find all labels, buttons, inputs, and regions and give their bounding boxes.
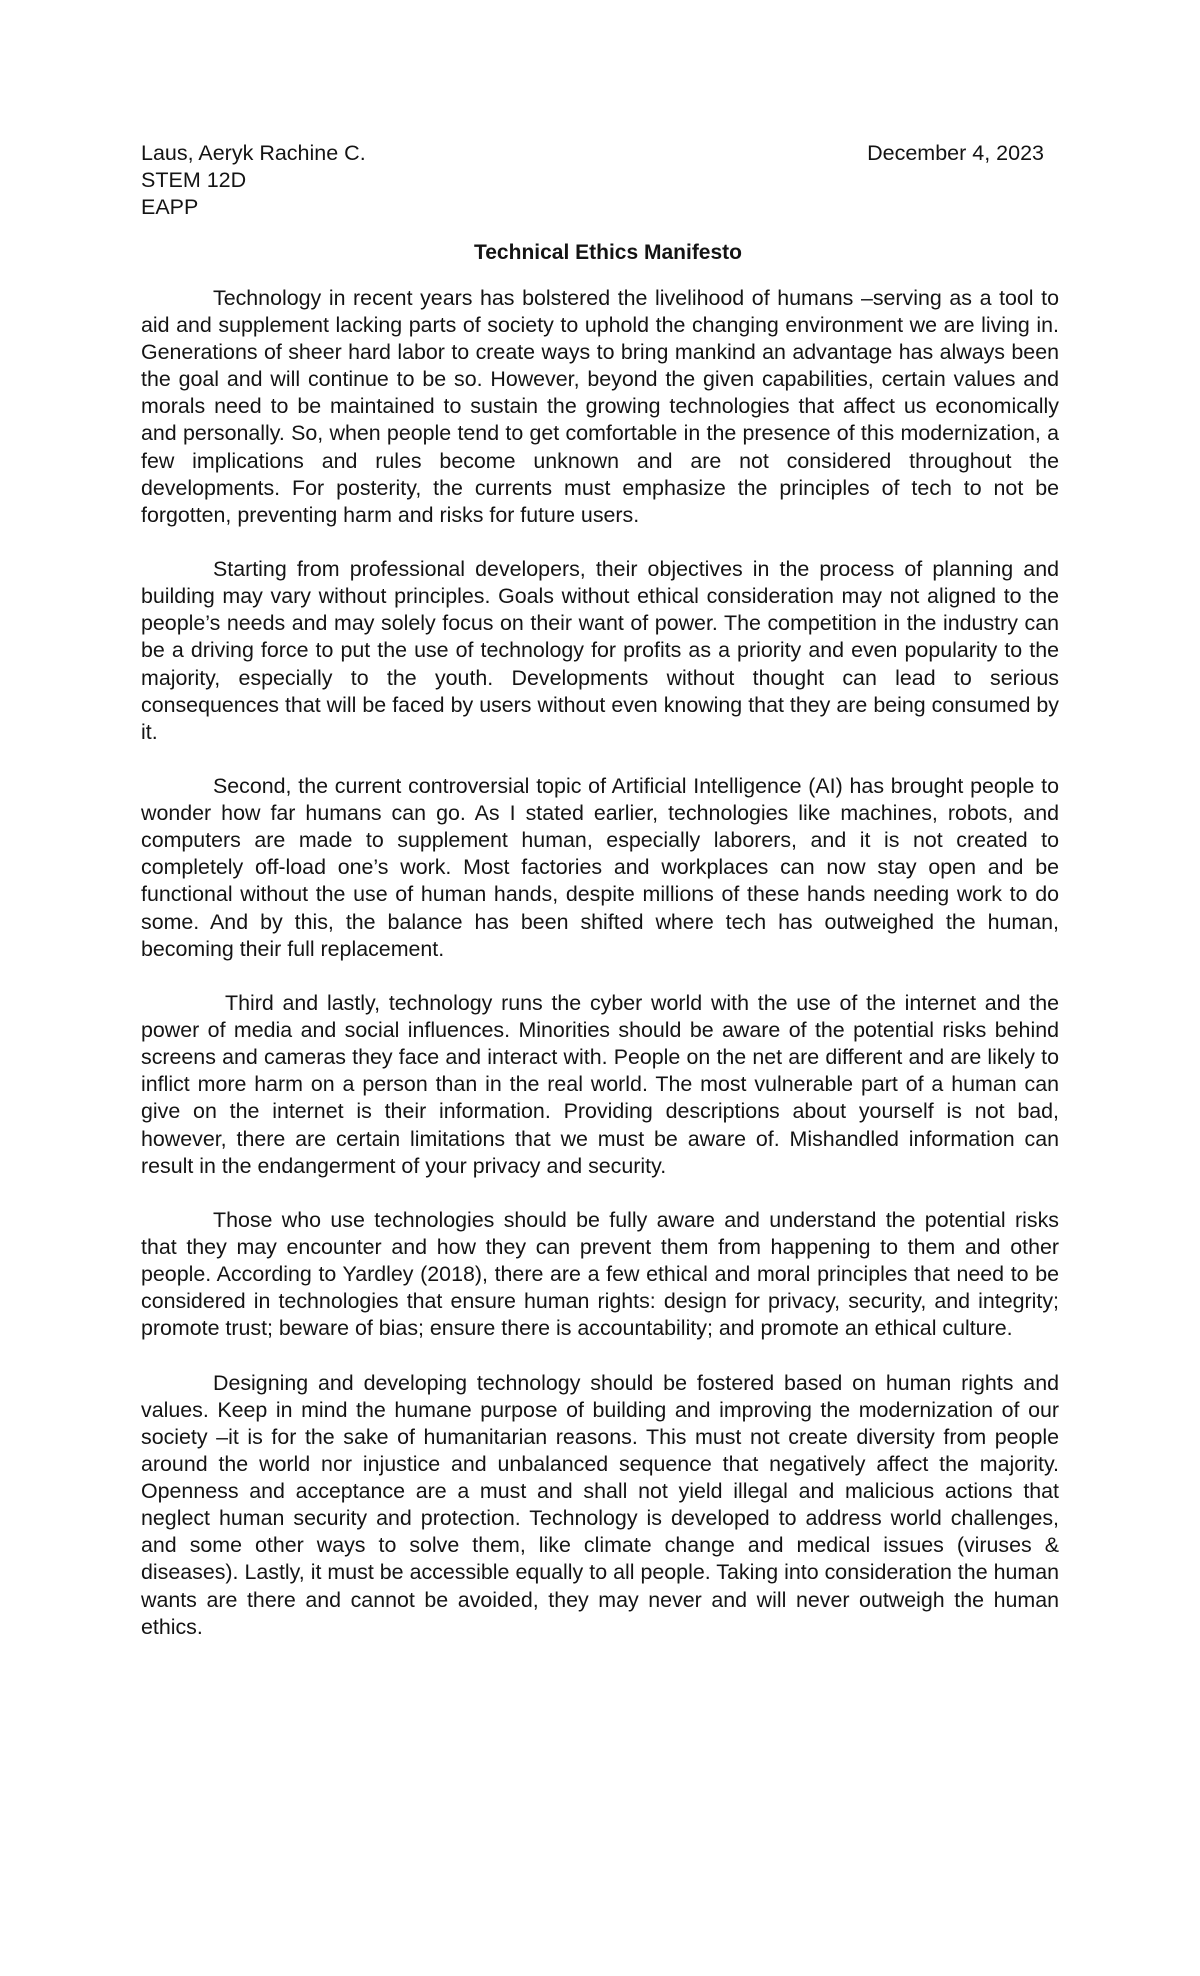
paragraph-developers: Starting from professional developers, their objectives in the process of planning and building may vary without principles. Goals without ethical consideration may not aligned to the people’s needs and may solely focus on their want of power. The competition in the industry can be a driving force to put the use of technology for profits as a priority and even popularity to the majority, especially to the youth. Developments without thought can lead to serious consequences that will be faced by users without even knowing that they are being consumed by it. (141, 557, 1059, 744)
subject-name: EAPP (141, 195, 199, 219)
paragraph-conclusion: Designing and developing technology should be fostered based on human rights and values. Keep in mind the humane purpose of building and improving the modernization of our society –it is for the sake of humanitarian reasons. This must not create diversity from people around the world nor injustice and unbalanced sequence that negatively affect the majority. Openness and acceptance are a must and shall not yield illegal and malicious actions that neglect human security and protection. Technology is developed to address world challenges, and some other ways to solve them, like climate change and medical issues (viruses & diseases). Lastly, it must be accessible equally to all people. Taking into consideration the human wants are there and cannot be avoided, they may never and will never outweigh the human ethics. (141, 1370, 1059, 1639)
document-content (141, 140, 1059, 1668)
student-section: STEM 12D (141, 168, 247, 192)
document-title: Technical Ethics Manifesto (473, 241, 742, 264)
paragraph-intro: Technology in recent years has bolstered the livelihood of humans –serving as a tool to aid and supplement lacking parts of society to uphold the changing environment we are living in. Generations of sheer hard labor to create ways to bring mankind an advantage has always been the goal and will continue to be so. However, beyond the given capabilities, certain values and morals need to be maintained to sustain the growing technologies that affect us economically and personally. So, when people tend to get comfortable in the presence of this modernization, a few implications and rules become unknown and are not considered throughout the developments. For posterity, the currents must emphasize the principles of tech to not be forgotten, preventing harm and risks for future users. (141, 286, 1059, 527)
document-date: December 4, 2023 (867, 141, 1044, 165)
document-header (141, 140, 1059, 221)
paragraph-cyber-world: Third and lastly, technology runs the cyber world with the use of the internet and the power of media and social influences. Minorities should be aware of the potential risks behind screens and cameras they face and interact with. People on the net are different and are likely to inflict more harm on a person than in the real world. The most vulnerable part of a human can give on the internet is their information. Providing descriptions about yourself is not bad, however, there are certain limitations that we must be aware of. Mishandled information can result in the endangerment of your privacy and security. (141, 991, 1059, 1178)
paragraph-principles: Those who use technologies should be fully aware and understand the potential risks that they may encounter and how they can prevent them from happening to them and other people. According to Yardley (2018), there are a few ethical and moral principles that need to be considered in technologies that ensure human rights: design for privacy, security, and integrity; promote trust; beware of bias; ensure there is accountability; and promote an ethical culture. (141, 1208, 1059, 1341)
author-name: Laus, Aeryk Rachine C. (141, 141, 366, 165)
paragraph-artificial-intelligence: Second, the current controversial topic of Artificial Intelligence (AI) has brought people to wonder how far humans can go. As I stated earlier, technologies like machines, robots, and computers are made to supplement human, especially laborers, and it is not created to completely off-load one’s work. Most factories and workplaces can now stay open and be functional without the use of human hands, despite millions of these hands needing work to do some. And by this, the balance has been shifted where tech has outweighed the human, becoming their full replacement. (141, 774, 1059, 961)
